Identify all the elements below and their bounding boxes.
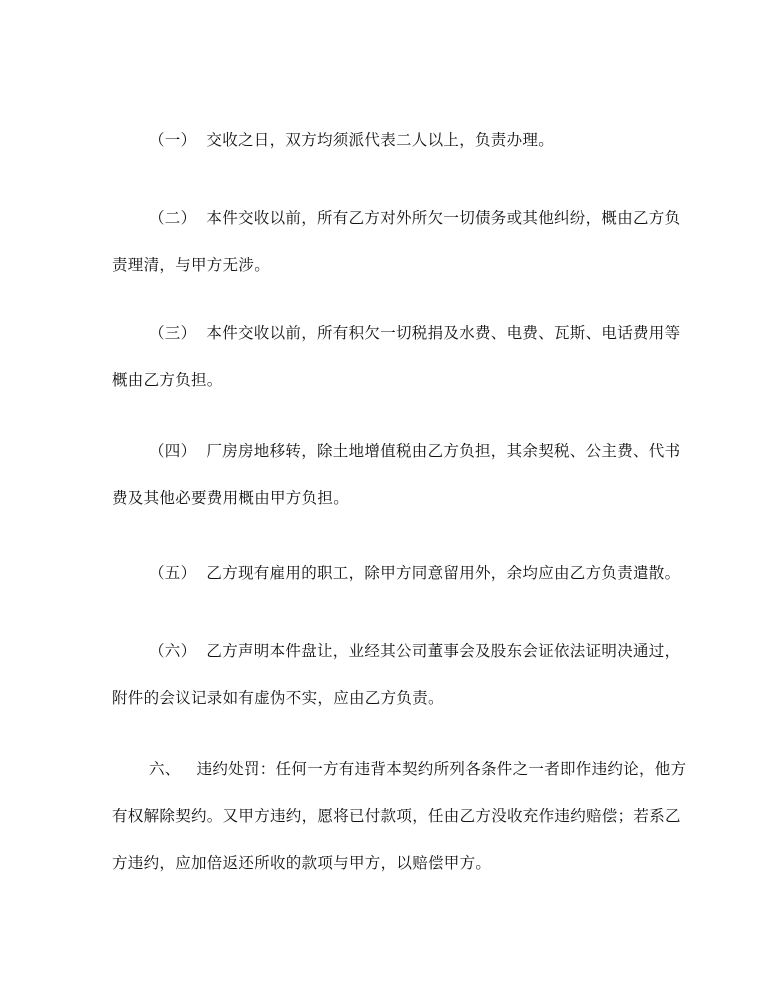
clause-4-marker: （四） xyxy=(149,442,197,460)
clause-3-line-1 xyxy=(112,310,681,357)
clause-6-marker: （六） xyxy=(149,642,197,660)
clause-4-text: 厂房房地移转，除土地增值税由乙方负担，其余契税、公主费、代书 xyxy=(206,442,681,460)
clause-2-line-1 xyxy=(112,195,681,242)
clause-6-text: 乙方声明本件盘让，业经其公司董事会及股东会证依法证明决通过， xyxy=(206,642,681,660)
clause-5-marker: （五） xyxy=(149,564,197,582)
clause-4-line-1 xyxy=(112,428,681,475)
clause-3-line-2: 概由乙方负担。 xyxy=(112,371,223,389)
clause-2 xyxy=(112,195,681,289)
clause-5-line-1 xyxy=(112,550,681,597)
section-6-line-2: 有权解除契约。又甲方违约，愿将已付款项，任由乙方没收充作违约赔偿；若系乙 xyxy=(112,807,681,825)
clause-1-marker: （一） xyxy=(149,131,197,149)
clause-1-line-1 xyxy=(112,117,664,164)
clause-2-line-2: 责理清，与甲方无涉。 xyxy=(112,256,271,274)
clause-1 xyxy=(112,117,664,164)
clause-3-text: 本件交收以前，所有积欠一切税捐及水费、电费、瓦斯、电话费用等 xyxy=(206,324,681,342)
clause-1-text: 交收之日，双方均须派代表二人以上，负责办理。 xyxy=(206,131,555,149)
section-6-marker: 六、 xyxy=(149,760,181,778)
clause-3 xyxy=(112,310,681,404)
clause-3-marker: （三） xyxy=(149,324,197,342)
clause-5-text: 乙方现有雇用的职工，除甲方同意留用外，余均应由乙方负责遣散。 xyxy=(206,564,681,582)
clause-4-line-2: 费及其他必要费用概由甲方负担。 xyxy=(112,489,350,507)
section-6-line-3: 方违约，应加倍返还所收的款项与甲方，以赔偿甲方。 xyxy=(112,854,492,872)
section-6-text: 违约处罚：任何一方有违背本契约所列各条件之一者即作违约论，他方 xyxy=(196,760,687,778)
clause-4 xyxy=(112,428,681,522)
clause-2-text: 本件交收以前，所有乙方对外所欠一切债务或其他纠纷，概由乙方负 xyxy=(206,209,681,227)
clause-2-marker: （二） xyxy=(149,209,197,227)
clause-5 xyxy=(112,550,681,597)
section-6-breach-penalty xyxy=(112,746,687,887)
clause-6-line-2: 附件的会议记录如有虚伪不实，应由乙方负责。 xyxy=(112,689,444,707)
clause-6 xyxy=(112,628,681,722)
clause-6-line-1 xyxy=(112,628,681,675)
section-6-line-1 xyxy=(112,746,687,793)
